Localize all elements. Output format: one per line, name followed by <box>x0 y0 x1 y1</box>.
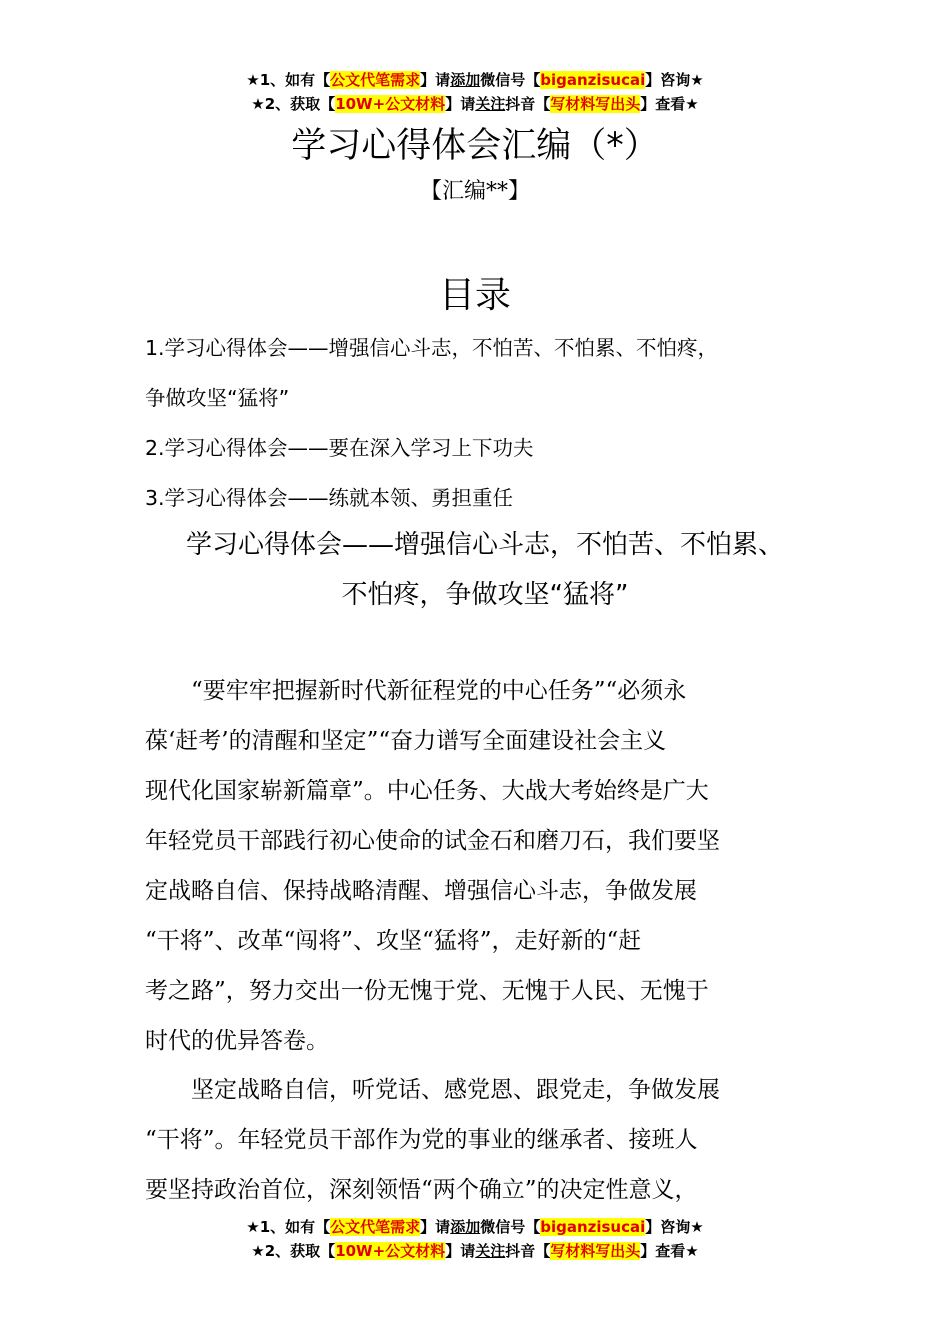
promo-line-1: ★1、如有【公文代笔需求】请添加微信号【biganzisucai】咨询★ <box>246 1218 704 1236</box>
underlined-text: 添加 <box>450 71 481 89</box>
toc-item-1-continued: 争做攻坚“猛将” <box>145 386 290 410</box>
paragraph-line: 葆‘赶考’的清醒和坚定”“奋力谱写全面建设社会主义 <box>145 728 667 754</box>
paragraph-line: 坚定战略自信，听党话、感党恩、跟党走，争做发展 <box>191 1077 720 1103</box>
paragraph-line: “干将”。年轻党员干部作为党的事业的继承者、接班人 <box>145 1127 698 1153</box>
promo-line-2: ★2、获取【10W+公文材料】请关注抖音【写材料写出头】查看★ <box>251 1242 699 1260</box>
douyin-account: 写材料写出头 <box>550 1242 641 1260</box>
section-title <box>145 520 825 620</box>
highlight-text: 10W+公文材料 <box>335 95 446 113</box>
promo-line-1: ★1、如有【公文代笔需求】请添加微信号【biganzisucai】咨询★ <box>246 71 704 89</box>
douyin-account: 写材料写出头 <box>550 95 641 113</box>
paragraph-line: “要牢牢把握新时代新征程党的中心任务”“必须永 <box>191 678 687 704</box>
section-title-line: 不怕疼，争做攻坚“猛将” <box>341 580 629 610</box>
highlight-text: 10W+公文材料 <box>335 1242 446 1260</box>
toc-item-3: 3.学习心得体会——练就本领、勇担重任 <box>145 486 514 510</box>
paragraph-2 <box>145 1065 815 1215</box>
paragraph-1 <box>145 666 815 1066</box>
paragraph-line: 考之路”，努力交出一份无愧于党、无愧于人民、无愧于 <box>145 978 709 1004</box>
toc-item-2: 2.学习心得体会——要在深入学习上下功夫 <box>145 436 534 460</box>
paragraph-line: 时代的优异答卷。 <box>145 1028 329 1054</box>
document-subtitle: 【汇编**】 <box>419 179 530 204</box>
wechat-id: biganzisucai <box>540 71 646 89</box>
underlined-text: 关注 <box>475 95 506 113</box>
table-of-contents <box>145 323 825 523</box>
paragraph-line: 年轻党员干部践行初心使命的试金石和磨刀石，我们要坚 <box>145 828 720 854</box>
document-title: 学习心得体会汇编（*） <box>291 126 659 166</box>
underlined-text: 添加 <box>450 1218 481 1236</box>
highlight-text: 公文代笔需求 <box>330 1218 421 1236</box>
promo-banner-bottom <box>0 1215 950 1263</box>
highlight-text: 公文代笔需求 <box>330 71 421 89</box>
toc-heading: 目录 <box>438 275 511 316</box>
paragraph-line: 现代化国家崭新篇章”。中心任务、大战大考始终是广大 <box>145 778 709 804</box>
paragraph-line: 定战略自信、保持战略清醒、增强信心斗志，争做发展 <box>145 878 697 904</box>
promo-line-2: ★2、获取【10W+公文材料】请关注抖音【写材料写出头】查看★ <box>251 95 699 113</box>
paragraph-line: 要坚持政治首位，深刻领悟“两个确立”的决定性意义， <box>145 1177 698 1203</box>
toc-item-1: 1.学习心得体会——增强信心斗志，不怕苦、不怕累、不怕疼， <box>145 336 719 360</box>
underlined-text: 关注 <box>475 1242 506 1260</box>
promo-banner-top <box>0 68 950 116</box>
wechat-id: biganzisucai <box>540 1218 646 1236</box>
section-title-line: 学习心得体会——增强信心斗志，不怕苦、不怕累、 <box>185 530 784 560</box>
paragraph-line: “干将”、改革“闯将”、攻坚“猛将”，走好新的“赶 <box>145 928 642 954</box>
